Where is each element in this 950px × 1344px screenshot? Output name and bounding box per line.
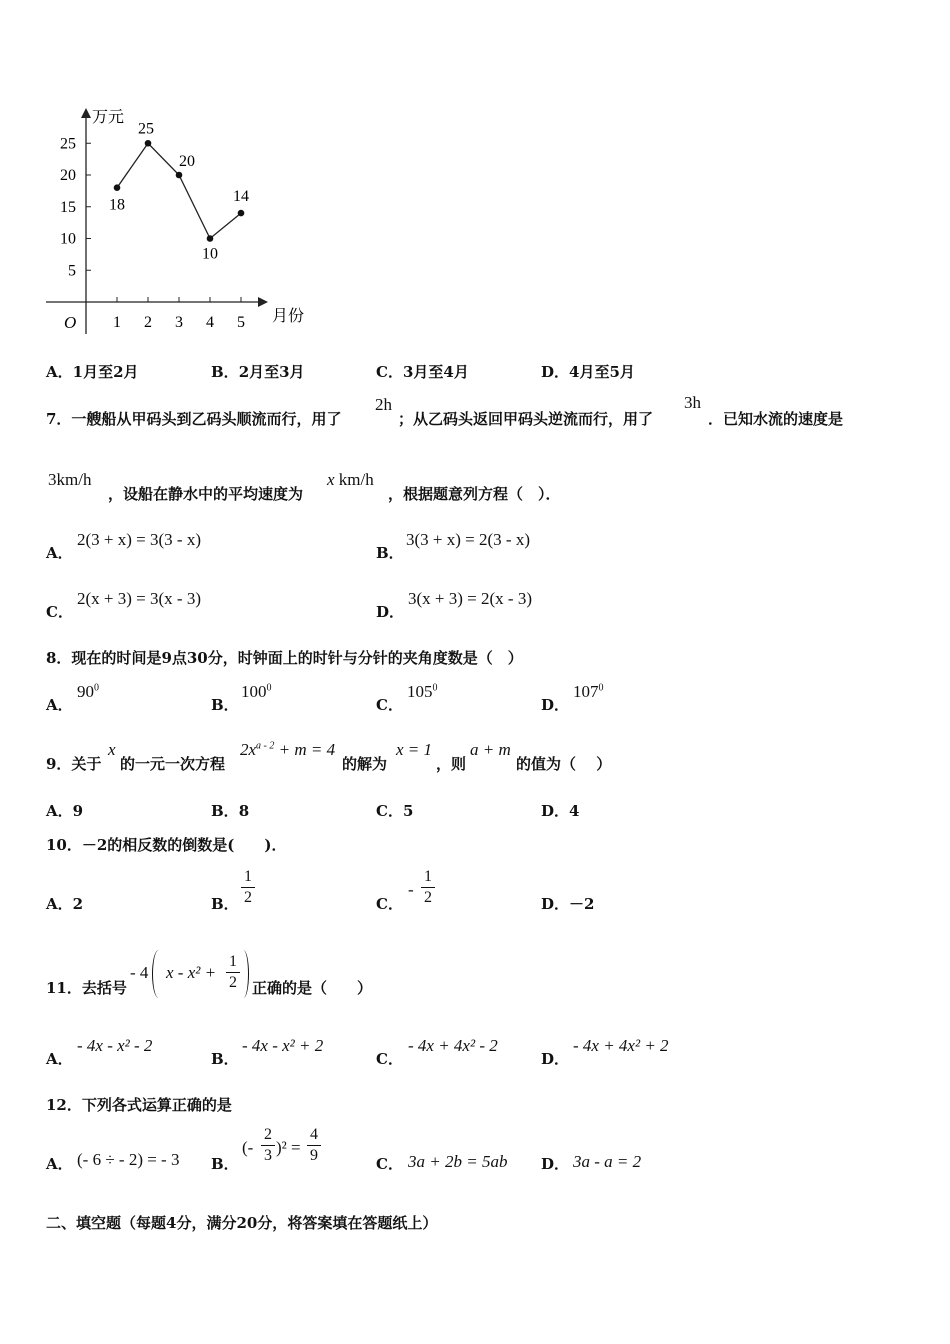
q12-option-b[interactable]: B． [211,1155,239,1173]
q7-stem-line1b: ；从乙码头返回甲码头逆流而行，用了 [398,410,654,428]
q11-stem-a: 11．去括号 [46,979,127,997]
q8-option-b-math: $100^0$ [241,682,272,701]
q10-option-c[interactable]: C． [376,895,403,913]
q11-option-d[interactable]: D． [541,1050,570,1068]
data-label: 10 [202,245,218,263]
q8-stem: 8．现在的时间是9点30分，时钟面上的时针与分针的夹角度数是（ ） [46,649,523,667]
q7-option-b-math: 3(3 + x) = 2(3 - x) [406,530,530,549]
q9-option-b[interactable]: B．8 [211,802,250,820]
q11-option-b-math: - 4x - x² + 2 [242,1036,324,1055]
data-label: 25 [138,120,154,138]
q12-option-b-post: )² = [276,1138,301,1157]
q12-option-a[interactable]: A． [46,1155,73,1173]
x-tick-label: 2 [144,314,152,331]
y-axis-arrow [81,108,91,118]
q11-fraction: 1 2 [226,953,240,992]
q7-option-a[interactable]: A． [46,544,73,562]
q12-stem: 12．下列各式运算正确的是 [46,1096,232,1114]
q7-option-d[interactable]: D． [376,603,405,621]
q7-option-a-math: 2(3 + x) = 3(3 - x) [77,530,201,549]
q9-expression: a + m [470,740,511,759]
origin-label: O [64,313,77,332]
q9-option-c[interactable]: C．5 [376,802,414,820]
q10-option-c-fraction: 1 2 [421,868,435,907]
x-tick-label: 4 [206,314,214,331]
q9-option-a[interactable]: A．9 [46,802,84,820]
q12-option-c[interactable]: C． [376,1155,403,1173]
q8-option-d[interactable]: D． [541,696,570,714]
q9-stem-d: ，则 [436,755,467,773]
q12-option-a-math: (- 6 ÷ - 2) = - 3 [77,1150,180,1169]
q10-stem: 10．－2的相反数的倒数是( )． [46,836,287,854]
q9-stem-c: 的解为 [342,755,388,773]
q10-option-a[interactable]: A．2 [46,895,84,913]
q7-boat-speed: x km/h [327,470,374,489]
data-point [145,140,152,147]
option-text: 3月至4月 [402,363,469,381]
q7-option-c-math: 2(x + 3) = 3(x - 3) [77,589,201,608]
q7-current-speed: 3km/h [48,470,92,489]
data-label: 20 [179,153,195,170]
data-label: 14 [233,188,249,206]
q7-time-downstream: 2h [375,395,392,414]
option-letter: A． [46,363,73,381]
q9-option-d[interactable]: D．4 [541,802,580,820]
data-point [114,184,121,191]
x-tick-label: 3 [175,314,183,331]
q7-stem-line1c: ．已知水流的速度是 [708,410,844,428]
q11-option-c[interactable]: C． [376,1050,403,1068]
q11-option-a[interactable]: A． [46,1050,73,1068]
q12-option-b-pre: (- [242,1138,254,1157]
q11-coefficient: - 4 [130,963,149,982]
fraction-bar [241,887,255,888]
y-tick-label: 15 [60,198,76,216]
y-tick-label: 10 [60,230,76,248]
q12-option-d[interactable]: D． [541,1155,570,1173]
fraction-bar [261,1145,275,1146]
q9-stem-a: 9．关于 [46,755,102,773]
y-tick-label: 25 [60,135,76,153]
x-axis-label: 月份 [272,308,305,325]
q7-stem-line2b: ，根据题意列方程（ ）． [388,485,561,503]
q12-option-c-math: 3a + 2b = 5ab [408,1152,508,1171]
q7-option-b[interactable]: B． [376,544,404,562]
x-axis-arrow [258,297,268,307]
q11-option-d-math: - 4x + 4x² + 2 [573,1036,669,1055]
q12-option-b-result: 4 9 [307,1126,321,1165]
q11-stem-b: 正确的是（ ） [252,979,373,997]
q7-option-c[interactable]: C． [46,603,73,621]
option-text: 1月至2月 [72,363,139,381]
q8-option-c[interactable]: C． [376,696,403,714]
q10-option-b[interactable]: B． [211,895,239,913]
q11-option-b[interactable]: B． [211,1050,239,1068]
option-letter: C． [376,363,403,381]
q6-option-d[interactable] [541,361,635,382]
data-point [238,210,245,217]
right-paren [238,950,249,998]
q7-time-upstream: 3h [684,393,701,412]
option-letter: B． [211,363,239,381]
q11-option-c-math: - 4x + 4x² - 2 [408,1036,498,1055]
q7-stem-line2: ，设船在静水中的平均速度为 [108,485,304,503]
q9-equation: $2x^{a - 2} + m = 4$ [240,740,336,759]
q6-option-b[interactable] [211,361,305,382]
left-paren [152,950,165,998]
q11-inner: x - x² + [166,963,217,982]
q10-option-c-sign: - [408,880,414,899]
q9-var-x: x [108,740,116,759]
line-chart [40,100,340,340]
q8-option-a-math: $90^0$ [77,682,99,701]
q7-stem-line1: 7．一艘船从甲码头到乙码头顺流而行，用了 [46,410,342,428]
q7-option-d-math: 3(x + 3) = 2(x - 3) [408,589,532,608]
option-text: 2月至3月 [238,363,305,381]
q12-option-b-fraction: 2 3 [261,1126,275,1165]
data-point [207,235,214,242]
q8-option-a[interactable]: A． [46,696,73,714]
option-letter: D． [541,363,570,381]
q10-option-b-fraction: 1 2 [241,868,255,907]
y-tick-label: 20 [60,167,76,184]
x-tick-label: 5 [237,314,245,331]
data-point [176,172,183,179]
q11-option-a-math: - 4x - x² - 2 [77,1036,153,1055]
y-axis-label: 万元 [92,109,125,126]
q6-option-a[interactable] [46,361,139,382]
q9-stem-b: 的一元一次方程 [120,755,226,773]
fraction-bar [307,1145,321,1146]
q10-option-d[interactable]: D．－2 [541,895,595,913]
q12-option-d-math: 3a - a = 2 [573,1152,642,1171]
option-text: 4月至5月 [569,363,635,381]
q8-option-d-math: $107^0$ [573,682,604,701]
fraction-bar [421,887,435,888]
q9-stem-e: 的值为（ ） [516,755,612,773]
q6-option-c[interactable] [376,361,469,382]
q9-solution: x = 1 [396,740,433,759]
q8-option-c-math: $105^0$ [407,682,438,701]
data-label: 18 [109,196,125,214]
section-heading: 二、填空题（每题4分，满分20分，将答案填在答题纸上） [46,1214,438,1232]
y-tick-label: 5 [68,262,76,280]
x-tick-label: 1 [113,314,121,331]
q8-option-b[interactable]: B． [211,696,239,714]
